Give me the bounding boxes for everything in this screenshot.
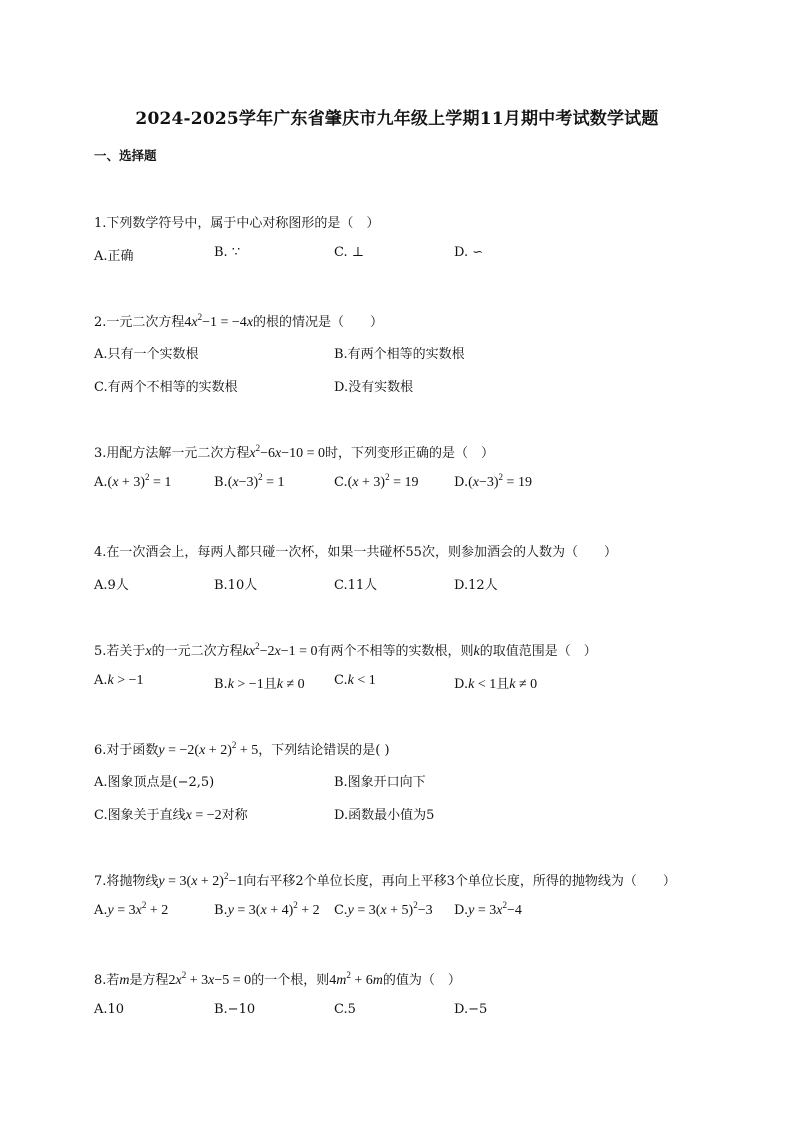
question-2-stem (94, 311, 383, 331)
q2-stem-pre: 2.一元二次方程 (94, 315, 185, 330)
q8-option-a[interactable]: A.10 (94, 1002, 125, 1017)
q6-option-d[interactable]: D.函数最小值为5 (334, 808, 435, 823)
q6-option-a[interactable]: A.图象顶点是(−2,5) (94, 775, 215, 790)
q3-stem-pre: 3.用配方法解一元二次方程 (94, 446, 250, 461)
question-3-stem (94, 442, 494, 462)
q8-option-d[interactable]: D.−5 (454, 1002, 488, 1017)
question-6-stem: 6.对于函数$y = -2(x + 2)^2 + 5$，下列结论错误的是( ) (94, 740, 390, 758)
q3-option-d[interactable]: $D.(x-3)^2 = 19$ (454, 472, 532, 490)
q1-option-d[interactable]: D. ∽ (454, 245, 484, 260)
q3-stem-post: 时，下列变形正确的是（ ） (325, 446, 495, 461)
q3-option-b[interactable]: $B.(x-3)^2 = 1$ (214, 472, 285, 490)
q5-option-a[interactable]: A.k > −1 (94, 673, 144, 688)
q3-equation: $x^2-6x-10 = 0$ (249, 443, 326, 461)
q5-option-d[interactable]: D.k < 1且k ≠ 0 (454, 677, 538, 692)
q3-option-a[interactable]: $A.(x + 3)^2 = 1$ (94, 472, 172, 490)
q1-option-b[interactable]: B. ∵ (214, 245, 241, 260)
q7-option-b[interactable]: $B.y = 3(x + 4)^2 + 2$ (214, 900, 320, 918)
q2-option-b[interactable]: B.有两个相等的实数根 (334, 347, 465, 362)
question-5-stem: 5.若关于x的一元二次方程$kx^2-2x-1 = 0$有两个不相等的实数根，则k的取值范围是（ ） (94, 641, 597, 659)
q2-equation: $4x^2-1 = -4x$ (184, 312, 254, 330)
question-8-stem: 8.若m是方程$2x^2 + 3x-5 = 0$的一个根，则$4m^2 + 6m$的值为（ ） (94, 970, 461, 988)
q6-option-c[interactable]: C.图象关于直线x = −2对称 (94, 808, 248, 823)
q4-option-d[interactable]: D.12人 (454, 578, 498, 593)
q8-option-c[interactable]: C.5 (334, 1002, 356, 1017)
q7-option-d[interactable]: $D.y = 3x^2-4$ (454, 900, 522, 918)
exam-title: 2024-2025学年广东省肇庆市九年级上学期11月期中考试数学试题 (135, 109, 659, 129)
q2-option-a[interactable]: A.只有一个实数根 (94, 347, 199, 362)
q3-option-c[interactable]: $C.(x + 3)^2 = 19$ (334, 472, 419, 490)
question-7-stem: 7.将抛物线$y = 3(x + 2)^2-1$向右平移2个单位长度，再向上平移3个单位长度，所得的抛物线为（ ） (94, 871, 676, 889)
q2-stem-post: 的根的情况是（ ） (253, 315, 384, 330)
q6-option-b[interactable]: B.图象开口向下 (334, 775, 426, 790)
q1-option-c[interactable]: C. ⊥ (334, 245, 364, 260)
q8-option-b[interactable]: B.−10 (214, 1002, 256, 1017)
q7-option-a[interactable]: $A.y = 3x^2 + 2$ (94, 900, 169, 918)
q5-option-c[interactable]: C.k < 1 (334, 673, 376, 688)
q1-option-a[interactable]: A.正确 (94, 249, 134, 264)
question-4-stem: 4.在一次酒会上，每两人都只碰一次杯，如果一共碰杯55次，则参加酒会的人数为（ ） (94, 545, 617, 560)
q4-option-a[interactable]: A.9人 (94, 578, 129, 593)
q2-option-d[interactable]: D.没有实数根 (334, 380, 414, 395)
q4-option-c[interactable]: C.11人 (334, 578, 378, 593)
q4-option-b[interactable]: B.10人 (214, 578, 258, 593)
q2-option-c[interactable]: C.有两个不相等的实数根 (94, 380, 238, 395)
question-1-stem: 1.下列数学符号中，属于中心对称图形的是（ ） (94, 216, 380, 231)
q5-option-b[interactable]: B.k > −1且k ≠ 0 (214, 677, 305, 692)
section-heading: 一、选择题 (94, 148, 157, 163)
q7-option-c[interactable]: $C.y = 3(x + 5)^2-3$ (334, 900, 433, 918)
